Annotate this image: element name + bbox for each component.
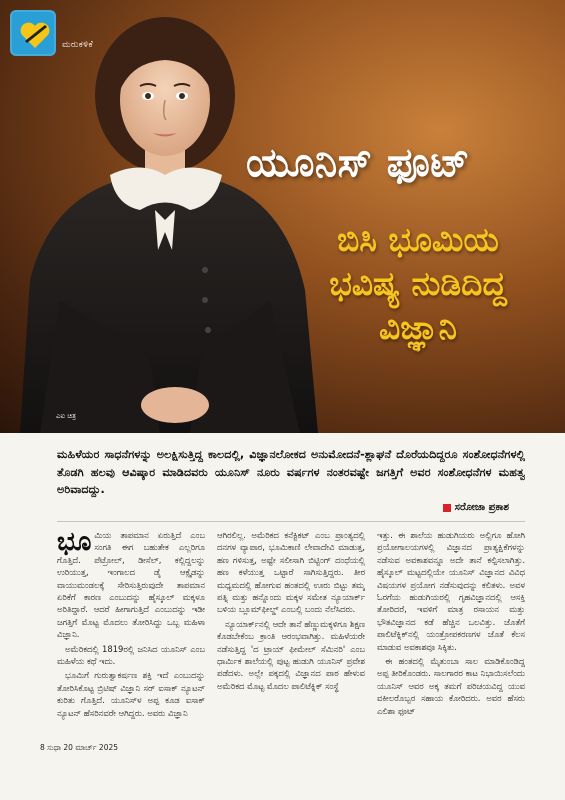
article-body <box>57 529 525 737</box>
square-bullet-icon <box>443 504 451 512</box>
intro-paragraph: ಮಹಿಳೆಯರ ಸಾಧನೆಗಳನ್ನು ಅಲಕ್ಷಿಸುತ್ತಿದ್ದ ಕಾಲದಲ್ಲಿ, ವಿಜ್ಞಾನಲೋಕದ ಅನುಮೋದನೆ-ಶ್ಲಾಘನೆ ದೊರೆಯದಿದ್ದರೂ ಸಂಶೋಧನೆಗಳಲ್ಲಿ ತೊಡಗಿ ಹಲವು ಆವಿಷ್ಕಾರ ಮಾಡಿದವರು ಯೂನಿಸ್ ನೂರು ವರ್ಷಗಳ ನಂತರವಷ್ಟೇ ಜಗತ್ತಿಗೆ ಅವರ ಸಂಶೋಧನೆಗಳ ಮಹತ್ವ ಅರಿವಾದದ್ದು. <box>57 448 525 496</box>
photo-credit: ಎಐ ಚಿತ್ರ <box>56 412 76 420</box>
author-name: ಸರೋಜಾ ಪ್ರಕಾಶ <box>454 502 509 513</box>
author-byline <box>443 502 509 513</box>
subtitle-line: ಭವಿಷ್ಯ ನುಡಿದಿದ್ದ <box>329 264 507 303</box>
subtitle-line: ಬಿಸಿ ಭೂಮಿಯ <box>337 220 499 259</box>
paragraph: ಆಗಿರಲಿಲ್ಲ. ಅಮೆರಿಕದ ಕನೆಕ್ಟಿಕಟ್ ಎಂಬ ಪ್ರಾಂತ್ಯದಲ್ಲಿ ದನಗಳ ವ್ಯಾಪಾರ, ಭೂಮಿಕಾಣಿ ಲೇವಾದೇವಿ ಮಾಡುತ್ತ, ಹಣ ಗಳಿಸುತ್ತ, ಅಷ್ಟೇ ಸಲೀಸಾಗಿ ಬಿಟ್ಟಿಂಗ್ ದಂಧೆಯಲ್ಲಿ ಹಣ ಕಳೆಯುತ್ತ ಒಟ್ಟಾರೆ ಸಾಗಿಸುತ್ತಿದ್ದರು. ತೀರ ಮಧ್ಯಮದಲ್ಲಿ ಹೋಗುವ ಹಂತದಲ್ಲಿ ಊರು ಬಿಟ್ಟು ತಮ್ಮ ಪತ್ನಿ ಮತ್ತು ಹನ್ನೊಂದು ಮಕ್ಕಳ ಸಮೇತ ನ್ಯೂಯಾರ್ಕ್ ಬಳಿಯ ಬ್ಲೂಮ್‌ಫೀಲ್ಡ್ ಎಂಬಲ್ಲಿ ಬಂದು ನೆಲೆಸಿದರು. <box>217 530 365 615</box>
magazine-logo <box>10 10 56 56</box>
paragraph: ನ್ಯೂಯಾರ್ಕ್‌ನಲ್ಲಿ ಆದೇ ತಾನೆ ಹೆಣ್ಣುಮಕ್ಕಳಿಗೂ ಶಿಕ್ಷಣ ಕೊಡಬೇಕೆಂಬ ಕ್ರಾಂತಿ ಆರಂಭವಾಗಿತ್ತು. ಮಹಿಳೆಯರೇ ನಡೆಸುತ್ತಿದ್ದ 'ದ ಟ್ರಾಯ್ ಫೀಮೇಲ್ ಸೆಮಿನರಿ' ಎಂಬ ಧಾರ್ಮಿಕ ಶಾಲೆಯಲ್ಲಿ ಪುಟ್ಟ ಹುಡುಗಿ ಯೂನಿಸ್ ಪ್ರವೇಶ ಪಡೆದಳು. ಅಲ್ಲೇ ಪಕ್ಕದಲ್ಲಿ ವಿಜ್ಞಾನದ ಪಾಠ ಹೇಳುವ ಅಮೆರಿಕದ ಮೊಟ್ಟ ಮೊದಲ ಪಾಲಿಟೆಕ್ನಿಕ್ ಸಂಸ್ಥೆ <box>217 618 365 691</box>
paragraph: ಈ ಹಂತದಲ್ಲಿ ಮೈತುಂಬಾ ಸಾಲ ಮಾಡಿಕೊಂಡಿದ್ದ ಅಪ್ಪ ತೀರಿಕೊಂಡರು. ಸಾಲಗಾರರ ಕಾಟ ನಿಭಾಯಿಸಲೆಂದು ಯೂನಿಸ್ ಆವರ ಅಕ್ಕ ತಮಗೆ ಪರಿಚಯವಿದ್ದ ಯುವ ವಕೀಲರೊಬ್ಬರ ಸಹಾಯ ಕೋರಿದರು. ಅವರ ಹೆಸರು ಎಲಿಶಾ ಫೂಟ್ <box>377 656 525 716</box>
article-column-3 <box>377 529 525 737</box>
portrait-image <box>0 0 330 433</box>
article-column-1 <box>57 529 205 737</box>
page-subtitle <box>278 218 558 350</box>
subtitle-line: ವಿಜ್ಞಾನಿ <box>378 308 458 347</box>
divider <box>57 521 525 522</box>
paragraph: ಭೂಮಿಗೆ ಗುರುತ್ವಾಕರ್ಷಣ ಶಕ್ತಿ ಇದೆ ಎಂಬುದನ್ನು ತೋರಿಸಿಕೊಟ್ಟ ಬ್ರಿಟಿಷ್ ವಿಜ್ಞಾನಿ ಸರ್ ಐಸಾಕ್ ನ್ಯೂಟನ್ ಕುರಿತು ಗೊತ್ತಿದೆ. ಯೂನಿಸ್‌ಳ ಅಪ್ಪ ಕೂಡ ಐಸಾಕ್ ನ್ಯೂಟನ್ ಹೆಸರಿನವರೇ ಆಗಿದ್ದರು. ಅವರು ವಿಜ್ಞಾನಿ <box>57 670 205 718</box>
drop-cap: ಭೂ <box>57 529 92 557</box>
page-title: ಯೂನಿಸ್ ಫೂಟ್ <box>246 140 470 186</box>
heart-pen-icon <box>19 21 51 49</box>
page-footer: 8 ಸುಧಾ 20 ಮಾರ್ಚ್ 2025 <box>40 743 119 752</box>
paragraph <box>57 529 205 641</box>
section-tag: ಮರುಕಳಿಕೆ <box>62 40 94 50</box>
paragraph-text: ಮಿಯ ತಾಪಮಾನ ಏರುತ್ತಿದೆ ಎಂಬ ಸಂಗತಿ ಈಗ ಬಹುತೇಕ ಎಲ್ಲರಿಗೂ ಗೊತ್ತಿದೆ. ಪೆಟ್ರೋಲ್, ಡೀಸೆಲ್, ಕಲ್ಲಿದ್ದಲನ್ನು ಉರಿಯುತ್ತ, ಇಂಗಾಲದ ಡೈ ಆಕ್ಸೈಡನ್ನು ವಾಯುಮಂಡಲಕ್ಕೆ ಸೇರಿಸುತ್ತಿರುವುದೇ ತಾಪಮಾನ ಏರಿಕೆಗೆ ಕಾರಣ ಎಂಬುದನ್ನು ಹೈಸ್ಕೂಲ್ ಮಕ್ಕಳೂ ಅರಿತಿದ್ದಾರೆ. ಆದರೆ ಹೀಗಾಗುತ್ತಿದೆ ಎಂಬುದನ್ನು ಇಡೀ ಜಗತ್ತಿಗೆ ಮೊಟ್ಟ ಮೊದಲು ತೋರಿಸಿದ್ದು ಒಬ್ಬ ಮಹಿಳಾ ವಿಜ್ಞಾನಿ. <box>57 530 205 640</box>
article-column-2 <box>217 529 365 737</box>
paragraph: ಇತ್ತು. ಈ ಶಾಲೆಯ ಹುಡುಗಿಯರು ಅಲ್ಲಿಗೂ ಹೋಗಿ ಪ್ರಯೋಗಾಲಯಗಳಲ್ಲಿ ವಿಜ್ಞಾನದ ಪ್ರಾತ್ಯಕ್ಷಿಕೆಗಳನ್ನು ನಡೆಸುವ ಅವಕಾಶವನ್ನೂ ಅದೇ ತಾನೆ ಕಲ್ಪಿಸಲಾಗಿತ್ತು. ಹೈಸ್ಕೂಲ್ ಮಟ್ಟದಲ್ಲಿಯೇ ಯೂನಿಸ್ ವಿಜ್ಞಾನದ ವಿವಿಧ ವಿಷಯಗಳ ಪ್ರಯೋಗ ನಡೆಸುವುದನ್ನು ಕಲಿತಳು. ಅವಳ ಓರಗೆಯ ಹುಡುಗಿಯರಲ್ಲಿ ಗೃಹವಿಜ್ಞಾನದಲ್ಲಿ ಆಸಕ್ತಿ ತೋರಿದರೆ, ಇವಳಿಗೆ ಮಾತ್ರ ರಸಾಯನ ಮತ್ತು ಭೌತವಿಜ್ಞಾನದ ಕಡೆ ಹೆಚ್ಚಿನ ಒಲವಿತ್ತು. ಜೊತೆಗೆ ಪಾಲಿಟೆಕ್ನಿಕ್‌ನಲ್ಲಿ ಯಂತ್ರೋಪಕರಣಗಳ ಜೊತೆ ಕೆಲಸ ಮಾಡುವ ಅವಕಾಶವೂ ಸಿಕ್ಕಿತು. <box>377 530 525 652</box>
paragraph: ಅಮೆರಿಕದಲ್ಲಿ 1819ರಲ್ಲಿ ಜನಿಸಿದ ಯೂನಿಸ್ ಎಂಬ ಮಹಿಳೆಯ ಕಥೆ ಇದು. <box>57 643 205 667</box>
